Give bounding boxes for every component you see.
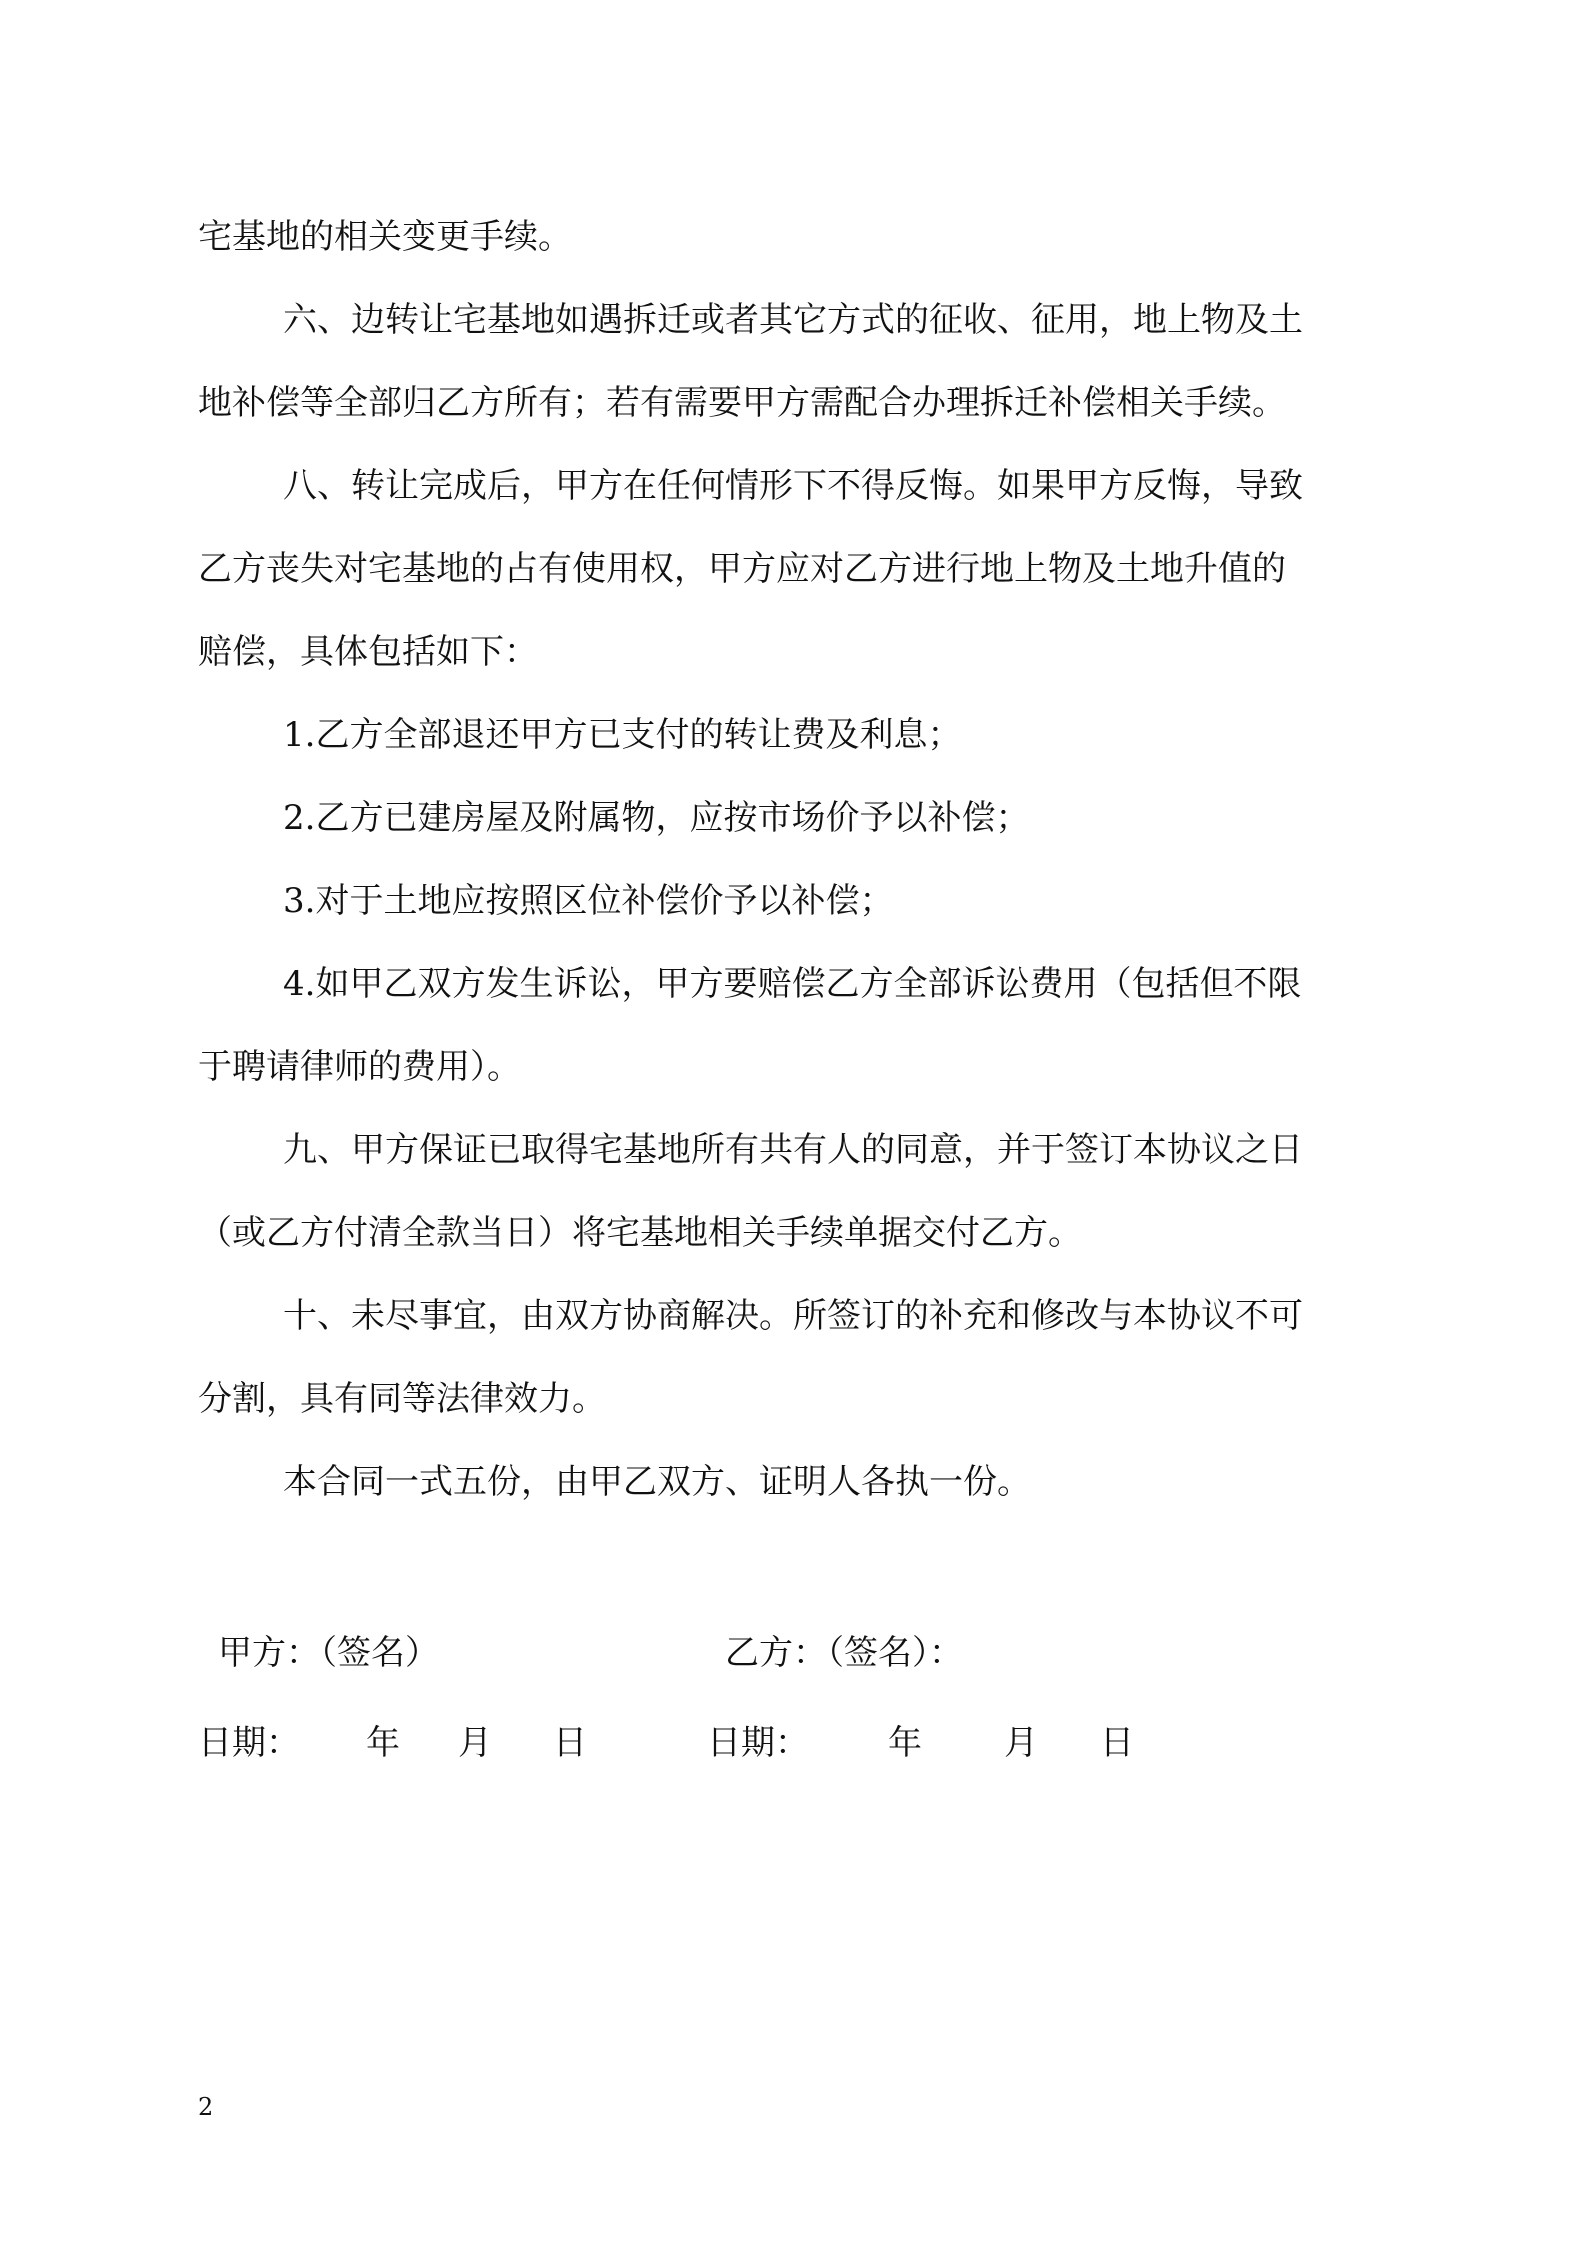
clause-nine-line: 九、甲方保证已取得宅基地所有共有人的同意，并于签订本协议之日: [283, 1130, 1303, 1170]
party-a-date-month: 月: [458, 1723, 492, 1763]
compensation-item-1: 1.乙方全部退还甲方已支付的转让费及利息；: [283, 715, 962, 755]
clause-ten-line: 分割，具有同等法律效力。: [198, 1379, 606, 1419]
page-number: 2: [198, 2093, 214, 2121]
clause-eight-line: 八、转让完成后，甲方在任何情形下不得反悔。如果甲方反悔，导致: [283, 466, 1303, 506]
compensation-item-4: 于聘请律师的费用）。: [198, 1047, 521, 1087]
party-a-signature-label: 甲方：（签名）: [218, 1633, 439, 1673]
clause-nine-line: （或乙方付清全款当日）将宅基地相关手续单据交付乙方。: [198, 1213, 1082, 1253]
clause-eight-line: 赔偿，具体包括如下：: [198, 632, 538, 672]
copies-clause: 本合同一式五份，由甲乙双方、证明人各执一份。: [283, 1462, 1031, 1502]
clause-eight-line: 乙方丧失对宅基地的占有使用权，甲方应对乙方进行地上物及土地升值的: [198, 549, 1286, 589]
clause-ten-line: 十、未尽事宜，由双方协商解决。所签订的补充和修改与本协议不可: [283, 1296, 1303, 1336]
party-b-date-label: 日期：: [707, 1723, 809, 1763]
clause-six-line: 地补偿等全部归乙方所有；若有需要甲方需配合办理拆迁补偿相关手续。: [198, 383, 1286, 423]
party-b-date-day: 日: [1100, 1723, 1134, 1763]
compensation-item-4: 4.如甲乙双方发生诉讼，甲方要赔偿乙方全部诉讼费用（包括但不限: [283, 964, 1302, 1004]
party-a-date-year: 年: [366, 1723, 400, 1763]
clause-six-line: 六、边转让宅基地如遇拆迁或者其它方式的征收、征用，地上物及土: [283, 300, 1303, 340]
party-b-signature-label: 乙方：（签名）：: [725, 1633, 963, 1673]
party-b-date-month: 月: [1004, 1723, 1038, 1763]
compensation-item-3: 3.对于土地应按照区位补偿价予以补偿；: [283, 881, 894, 921]
party-a-date-day: 日: [553, 1723, 587, 1763]
party-b-date-year: 年: [888, 1723, 922, 1763]
paragraph-line: 宅基地的相关变更手续。: [198, 217, 572, 257]
party-a-date-label: 日期：: [198, 1723, 300, 1763]
compensation-item-2: 2.乙方已建房屋及附属物，应按市场价予以补偿；: [283, 798, 1030, 838]
